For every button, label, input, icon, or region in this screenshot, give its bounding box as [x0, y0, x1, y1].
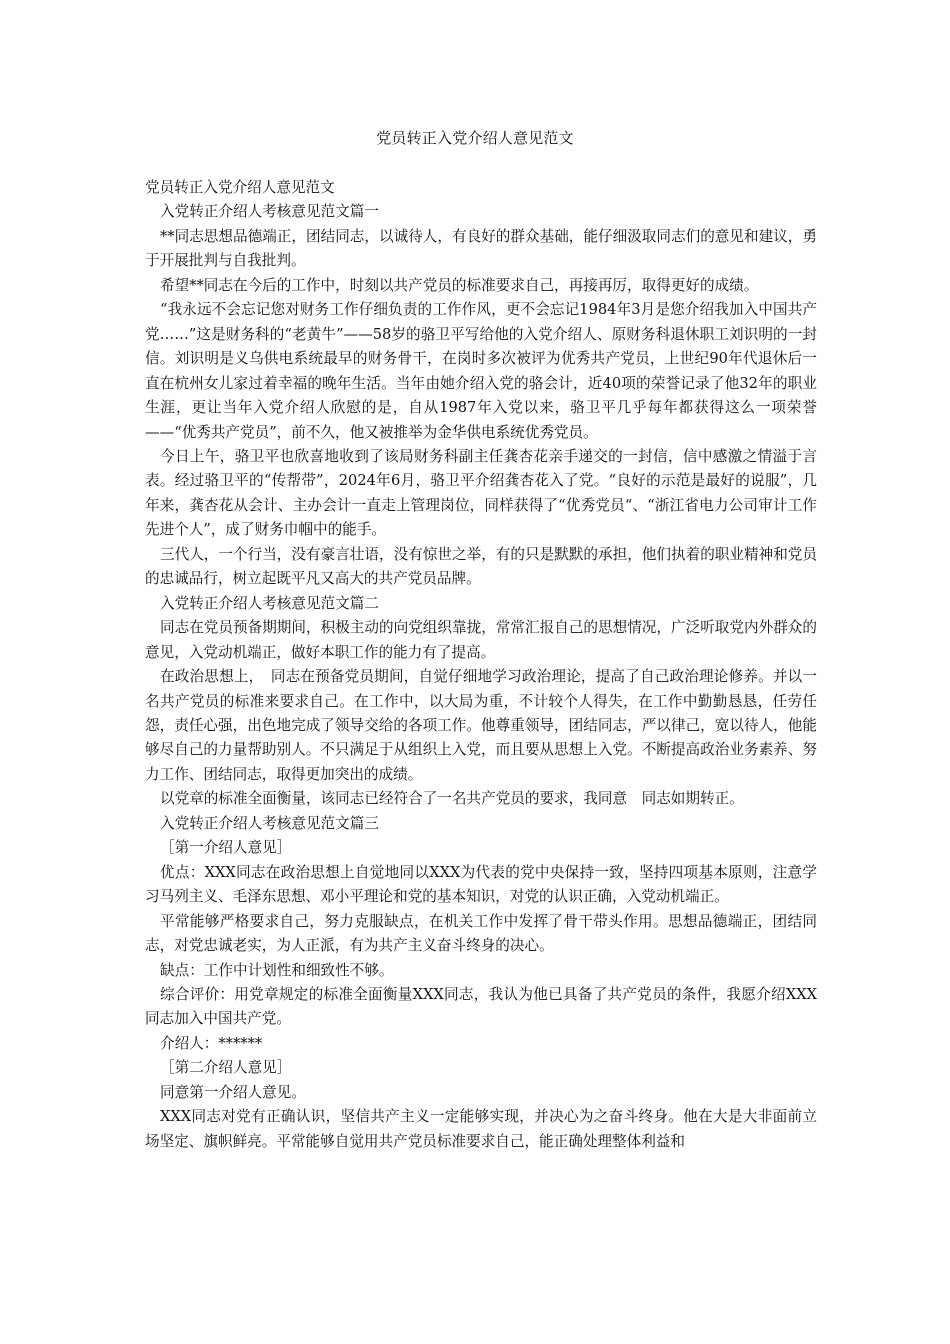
paragraph: 综合评价：用党章规定的标准全面衡量XXX同志，我认为他已具备了共产党员的条件，我愿介绍XXX同志加入中国共产党。: [145, 985, 817, 1028]
paragraph: **同志思想品德端正，团结同志，以诚待人，有良好的群众基础，能仔细汲取同志们的意见和建议，勇于开展批判与自我批判。: [145, 227, 817, 270]
paragraph: 在政治思想上， 同志在预备党员期间，自觉仔细地学习政治理论，提高了自己政治理论修养。并以一名共产党员的标准来要求自己。在工作中，以大局为重，不计较个人得失，在工作中勤勤恳恳，任劳任怨，责任心强，出色地完成了领导交给的各项工作。他尊重领导，团结同志，严以律己，宽以待人，他能够尽自己的力量帮助别人。不只满足于从组织上入党，而且要从思想上入党。不断提高政治业务素养、努力工作、团结同志，取得更加突出的成绩。: [145, 668, 817, 783]
section-heading-2: 入党转正介绍人考核意见范文篇二: [160, 594, 379, 612]
paragraph: 希望**同志在今后的工作中，时刻以共产党员的标准要求自己，再接再厉，取得更好的成绩。: [160, 276, 759, 294]
section-heading-1: 入党转正介绍人考核意见范文篇一: [160, 203, 379, 221]
paragraph: 今日上午，骆卫平也欣喜地收到了该局财务科副主任龚杏花亲手递交的一封信，信中感激之情溢于言表。经过骆卫平的“传帮带”，2024年6月，骆卫平介绍龚杏花入了党。“良好的示范是最好的说服”，几年来，龚杏花从会计、主办会计一直走上管理岗位，同样获得了“优秀党员“、“浙江省电力公司审计工作先进个人”，成了财务巾帼中的能手。: [145, 447, 817, 539]
paragraph: 同志在党员预备期期间，积极主动的向党组织靠拢，常常汇报自己的思想情况，广泛听取党内外群众的意见，入党动机端正，做好本职工作的能力有了提高。: [145, 619, 817, 661]
paragraph: 以党章的标准全面衡量，该同志已经符合了一名共产党员的要求，我同意 同志如期转正。: [160, 790, 744, 808]
paragraph: 优点：XXX同志在政治思想上自觉地同以XXX为代表的党中央保持一致，坚持四项基本原则，注意学习马列主义、毛泽东思想、邓小平理论和党的基本知识，对党的认识正确，入党动机端正。: [145, 863, 817, 906]
body-subtitle: 党员转正入党介绍人意见范文: [145, 179, 335, 196]
document-title: 党员转正入党介绍人意见范文: [376, 129, 574, 147]
paragraph: 平常能够严格要求自己，努力克服缺点，在机关工作中发挥了骨干带头作用。思想品德端正，团结同志，对党忠诚老实，为人正派，有为共产主义奋斗终身的决心。: [145, 912, 817, 955]
bracket-heading-second-introducer: ［第二介绍人意见］: [160, 1059, 292, 1077]
paragraph: 三代人，一个行当，没有豪言壮语，没有惊世之举，有的只是默默的承担，他们执着的职业精神和党员的忠诚品行，树立起既平凡又高大的共产党员品牌。: [145, 545, 817, 588]
introducer-signature: 介绍人：******: [160, 1034, 263, 1052]
section-heading-3: 入党转正介绍人考核意见范文篇三: [160, 814, 379, 832]
paragraph: XXX同志对党有正确认识，坚信共产主义一定能够实现，并决心为之奋斗终身。他在大是大非面前立场坚定、旗帜鲜亮。平常能够自觉用共产党员标准要求自己，能正确处理整体利益和: [145, 1108, 817, 1150]
paragraph: 缺点：工作中计划性和细致性不够。: [160, 961, 394, 979]
document-body: [145, 176, 817, 1154]
paragraph: 同意第一介绍人意见。: [160, 1083, 306, 1101]
bracket-heading-first-introducer: ［第一介绍人意见］: [160, 839, 292, 857]
paragraph: “我永远不会忘记您对财务工作仔细负责的工作作风，更不会忘记1984年3月是您介绍我加入中国共产党……”这是财务科的“老黄牛”——58岁的骆卫平写给他的入党介绍人、原财务科退休职工刘识明的一封信。刘识明是义乌供电系统最早的财务骨干，在岗时多次被评为优秀共产党员，上世纪90年代退休后一直在杭州女儿家过着幸福的晚年生活。当年由她介绍入党的骆会计，近40项的荣誉记录了他32年的职业生涯，更让当年入党介绍人欣慰的是，自从1987年入党以来，骆卫平几乎每年都获得这么一项荣誉——“优秀共产党员”，前不久，他又被推举为金华供电系统优秀党员。: [145, 301, 817, 441]
